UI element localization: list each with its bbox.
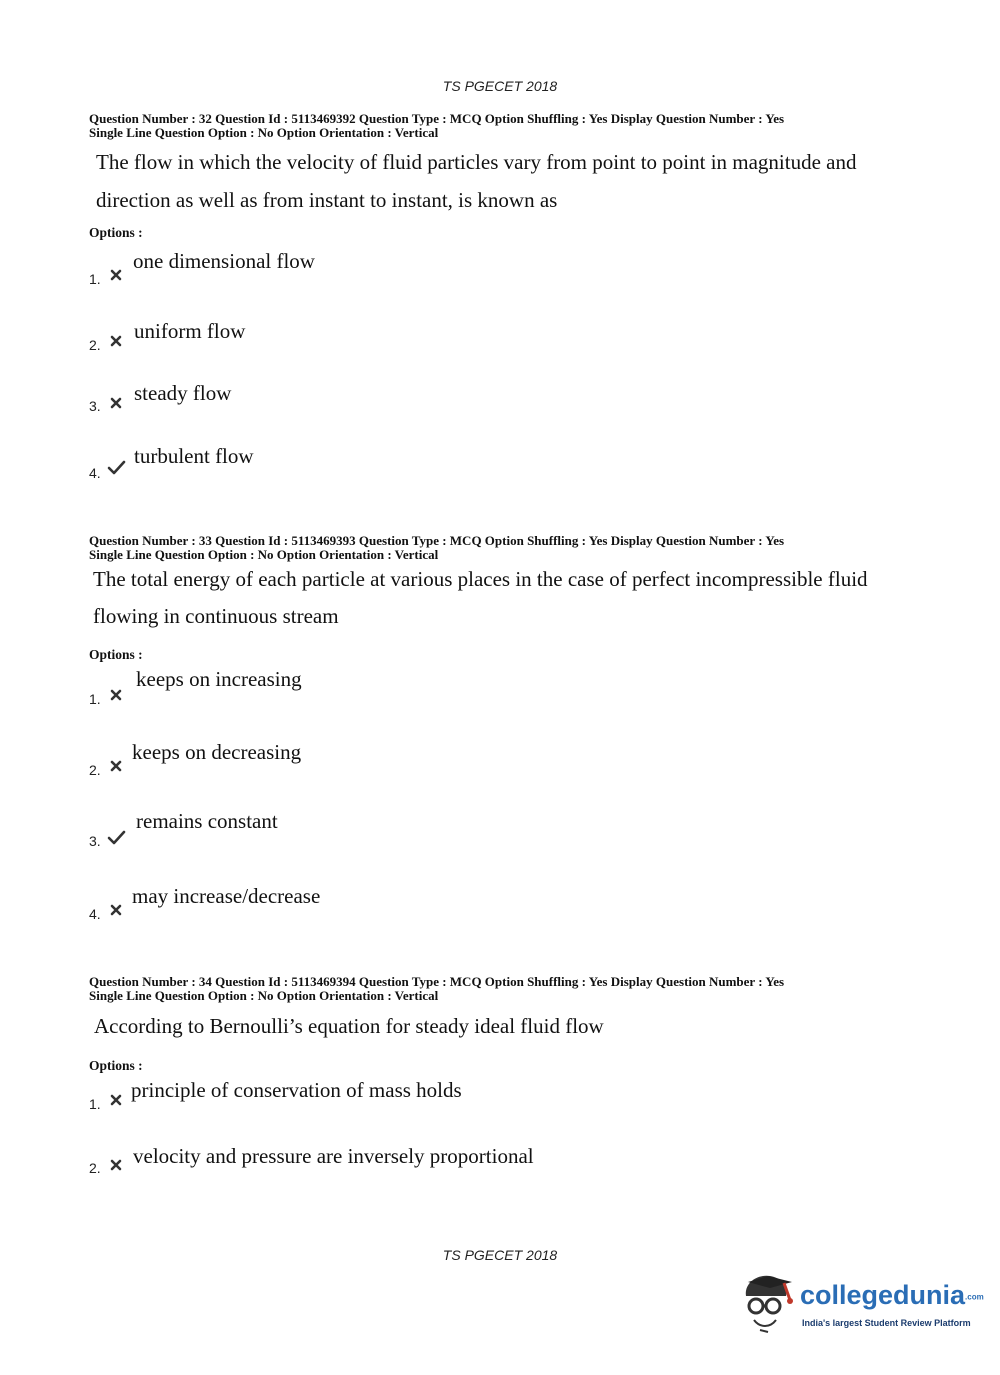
cross-icon xyxy=(108,758,124,774)
option-number: 3. xyxy=(89,398,101,414)
check-icon xyxy=(107,829,126,846)
option-number: 1. xyxy=(89,271,101,287)
question-meta-line1: Question Number : 33 Question Id : 5113469393 Question Type : MCQ Option Shuffling : Yes Display Question Number : Yes xyxy=(89,533,785,548)
logo-tagline: India's largest Student Review Platform xyxy=(802,1318,971,1328)
options-label: Options : xyxy=(89,1058,143,1073)
option-text: keeps on increasing xyxy=(136,667,302,691)
option-number: 2. xyxy=(89,1160,101,1176)
cross-icon xyxy=(108,687,124,703)
page-header: TS PGECET 2018 xyxy=(442,78,558,94)
option-text: one dimensional flow xyxy=(133,249,315,273)
option-text: steady flow xyxy=(134,381,232,405)
mascot-icon xyxy=(740,1270,798,1334)
option-number: 4. xyxy=(89,465,101,481)
question-meta-line2: Single Line Question Option : No Option Orientation : Vertical xyxy=(89,988,439,1003)
option-text: may increase/decrease xyxy=(132,884,321,908)
option-text: principle of conservation of mass holds xyxy=(131,1078,462,1102)
question-text-line2: flowing in continuous stream xyxy=(93,604,339,628)
option-text: turbulent flow xyxy=(134,444,254,468)
cross-icon xyxy=(108,1157,124,1173)
question-meta-line1: Question Number : 32 Question Id : 5113469392 Question Type : MCQ Option Shuffling : Yes Display Question Number : Yes xyxy=(89,111,785,126)
logo-wordmark xyxy=(800,1280,984,1311)
option-number: 1. xyxy=(89,1096,101,1112)
options-label: Options : xyxy=(89,647,143,662)
question-text-line1: The flow in which the velocity of fluid particles vary from point to point in magnitude and xyxy=(96,150,857,174)
cross-icon xyxy=(108,267,124,283)
cross-icon xyxy=(108,395,124,411)
option-number: 2. xyxy=(89,762,101,778)
cross-icon xyxy=(108,902,124,918)
option-number: 4. xyxy=(89,906,101,922)
question-text-line1: According to Bernoulli’s equation for steady ideal fluid flow xyxy=(94,1014,604,1038)
cross-icon xyxy=(108,1092,124,1108)
option-text: velocity and pressure are inversely proportional xyxy=(133,1144,534,1168)
option-text: uniform flow xyxy=(134,319,246,343)
option-number: 3. xyxy=(89,833,101,849)
cross-icon xyxy=(108,333,124,349)
options-label: Options : xyxy=(89,225,143,240)
check-icon xyxy=(107,459,126,476)
collegedunia-logo xyxy=(740,1268,984,1338)
page-footer: TS PGECET 2018 xyxy=(442,1247,558,1263)
question-meta-line2: Single Line Question Option : No Option Orientation : Vertical xyxy=(89,547,439,562)
question-meta-line1: Question Number : 34 Question Id : 5113469394 Question Type : MCQ Option Shuffling : Yes Display Question Number : Yes xyxy=(89,974,785,989)
option-number: 2. xyxy=(89,337,101,353)
logo-name: collegedunia xyxy=(800,1280,966,1310)
question-text-line2: direction as well as from instant to instant, is known as xyxy=(96,188,558,212)
question-text-line1: The total energy of each particle at various places in the case of perfect incompressible fluid xyxy=(93,567,868,591)
option-text: remains constant xyxy=(136,809,278,833)
question-meta-line2: Single Line Question Option : No Option Orientation : Vertical xyxy=(89,125,439,140)
option-text: keeps on decreasing xyxy=(132,740,302,764)
logo-domain: .com xyxy=(965,1292,984,1302)
option-number: 1. xyxy=(89,691,101,707)
